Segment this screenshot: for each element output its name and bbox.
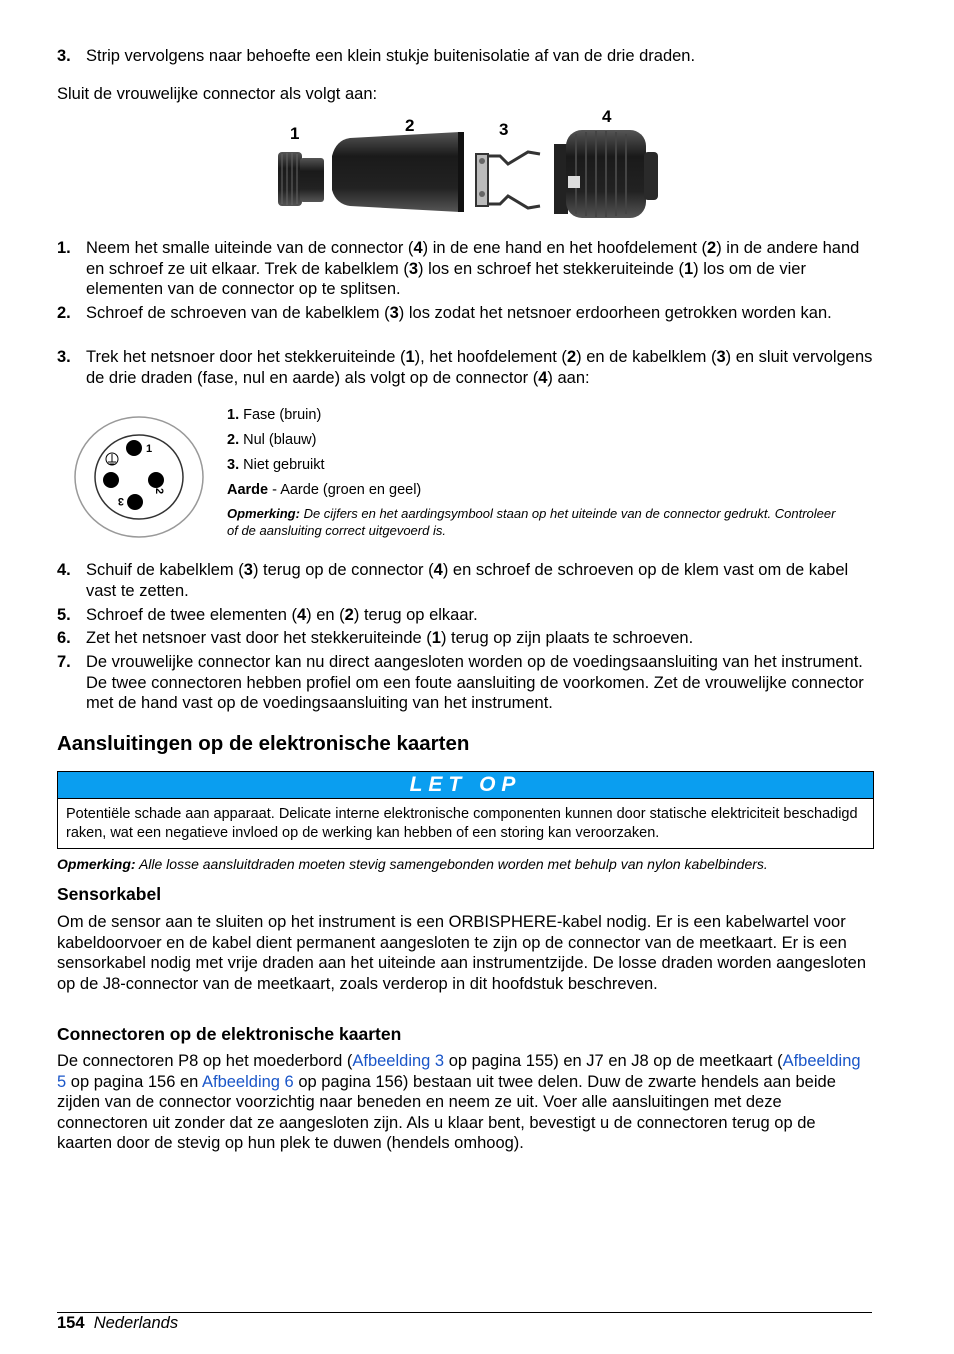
step-text: Zet het netsnoer vast door het stekkeruiteinde (1) terug op zijn plaats te schroeven.: [86, 629, 694, 647]
pin-legend-earth: Aarde - Aarde (groen en geel): [227, 482, 422, 498]
link-afbeelding-6[interactable]: Afbeelding 6: [201, 1072, 294, 1091]
step-text: Strip vervolgens naar behoefte een klein stukje buitenisolatie af van de drie draden.: [86, 47, 696, 65]
notice-header: [58, 772, 873, 799]
intro-text: Sluit de vrouwelijke connector als volgt aan:: [57, 85, 378, 103]
link-afbeelding-5[interactable]: Afbeelding 5: [57, 1052, 861, 1091]
notice-title: LET OP: [409, 773, 522, 796]
pin-label-3: 3: [117, 495, 124, 507]
step-number: 3.: [57, 348, 71, 366]
pin-label-2: 2: [153, 488, 165, 495]
part-plug-end: [278, 152, 324, 206]
pin-legend-3: 3. Niet gebruikt: [227, 457, 325, 473]
connectors-text: De connectoren P8 op het moederbord (Afbeelding 3 op pagina 155) en J7 en J8 op de meetkaart (Afbeelding 5 op pagina 156 en Afbeelding 6 op pagina 156) bestaan uit twee delen. Duw de zwarte hendels aan beide zijden van de connector voorzichtig naar beneden en neem ze uit. Voer alle aansluitingen met deze connectoren uit zonder dat ze aangesloten zijn. Als u klaar bent, bevestigt u de connectoren terug op de kaarten door de stevig op hun plek te duwen (hendels omhoog).: [57, 1052, 861, 1152]
step-text: Schroef de schroeven van de kabelklem (3) los zodat het netsnoer erdoorheen getrokken worden kan.: [86, 304, 832, 322]
step-number: 5.: [57, 606, 71, 624]
step-number: 7.: [57, 653, 71, 671]
wiring-note: Opmerking: Alle losse aansluitdraden moeten stevig samengebonden worden met behulp van nylon kabelbinders.: [57, 856, 768, 872]
figure-label-2: 2: [405, 116, 415, 135]
sensor-text: Om de sensor aan te sluiten op het instrument is een ORBISPHERE-kabel nodig. Er is een kabelwartel voor kabeldoorvoer en de kabel dient permanent aangesloten te zijn op de connector van de meetkaart. Er is een sensorkabel nodig met vrije draden aan het uiteinde aan instrumentzijde. De losse draden worden aangesloten op de J8-connector van de meetkaart, zoals verderop in dit hoofdstuk beschreven.: [57, 913, 867, 993]
footer: [57, 1313, 178, 1334]
step-number: 6.: [57, 629, 71, 647]
part-connector: [554, 130, 658, 218]
footer-rule: [57, 1312, 872, 1313]
link-afbeelding-3[interactable]: Afbeelding 3: [352, 1052, 445, 1070]
part-cable-clamp: [476, 152, 540, 208]
step-number: 3.: [57, 47, 71, 65]
page-number: 154: [57, 1314, 85, 1332]
notice-text: Potentiële schade aan apparaat. Delicate interne elektronische componenten kunnen door statische elektriciteit beschadigd raken, wat een negatieve invloed op de werking kan hebben of een storing kan veroorzaken.: [66, 806, 858, 841]
figure-label-1: 1: [290, 124, 300, 143]
step-number: 2.: [57, 304, 71, 322]
pin-diagram: [72, 414, 206, 540]
connector-parts-image: [270, 104, 670, 222]
connectors-title: Connectoren op de elektronische kaarten: [57, 1024, 402, 1044]
pin-legend-2: 2. Nul (blauw): [227, 432, 317, 448]
step-text: Schroef de twee elementen (4) en (2) terug op elkaar.: [86, 606, 478, 624]
step-text: De vrouwelijke connector kan nu direct aangesloten worden op de voedingsaansluiting van het instrument. De twee connectoren hebben profiel om een foute aansluiting de voorkomen. Zet de vrouwelijke connector met de hand vast op de voedingsaansluiting van het instrument.: [86, 653, 864, 712]
sensor-title: Sensorkabel: [57, 884, 162, 904]
step-number: 1.: [57, 239, 71, 257]
pin-note: Opmerking: De cijfers en het aardingsymbool staan op het uiteinde van de connector gedrukt. Controleer of de aansluiting correct uitgevoerd is.: [227, 506, 836, 538]
figure-label-3: 3: [499, 120, 509, 139]
step-text: Neem het smalle uiteinde van de connector (4) in de ene hand en het hoofdelement (2) in de andere hand en schroef ze uit elkaar. Trek de kabelklem (3) los en schroef het stekkeruiteinde (1) los om de vier elementen van de connector op te splitsen.: [86, 239, 860, 298]
figure-label-4: 4: [602, 107, 612, 126]
part-main-body: [332, 132, 464, 212]
pin-label-1: 1: [146, 443, 153, 455]
notice-box: [57, 771, 874, 849]
step-text: Trek het netsnoer door het stekkeruiteinde (1), het hoofdelement (2) en de kabelklem (3) en sluit vervolgens de drie draden (fase, nul en aarde) als volgt op de connector (4) aan:: [86, 348, 873, 387]
step-text: Schuif de kabelklem (3) terug op de connector (4) en schroef de schroeven op de klem vast om de kabel vast te zetten.: [86, 561, 849, 600]
connector-figure: [270, 104, 670, 222]
pin-legend-1: 1. Fase (bruin): [227, 407, 322, 423]
step-number: 4.: [57, 561, 71, 579]
section-title: Aansluitingen op de elektronische kaarten: [57, 732, 470, 755]
footer-language: Nederlands: [93, 1314, 179, 1332]
